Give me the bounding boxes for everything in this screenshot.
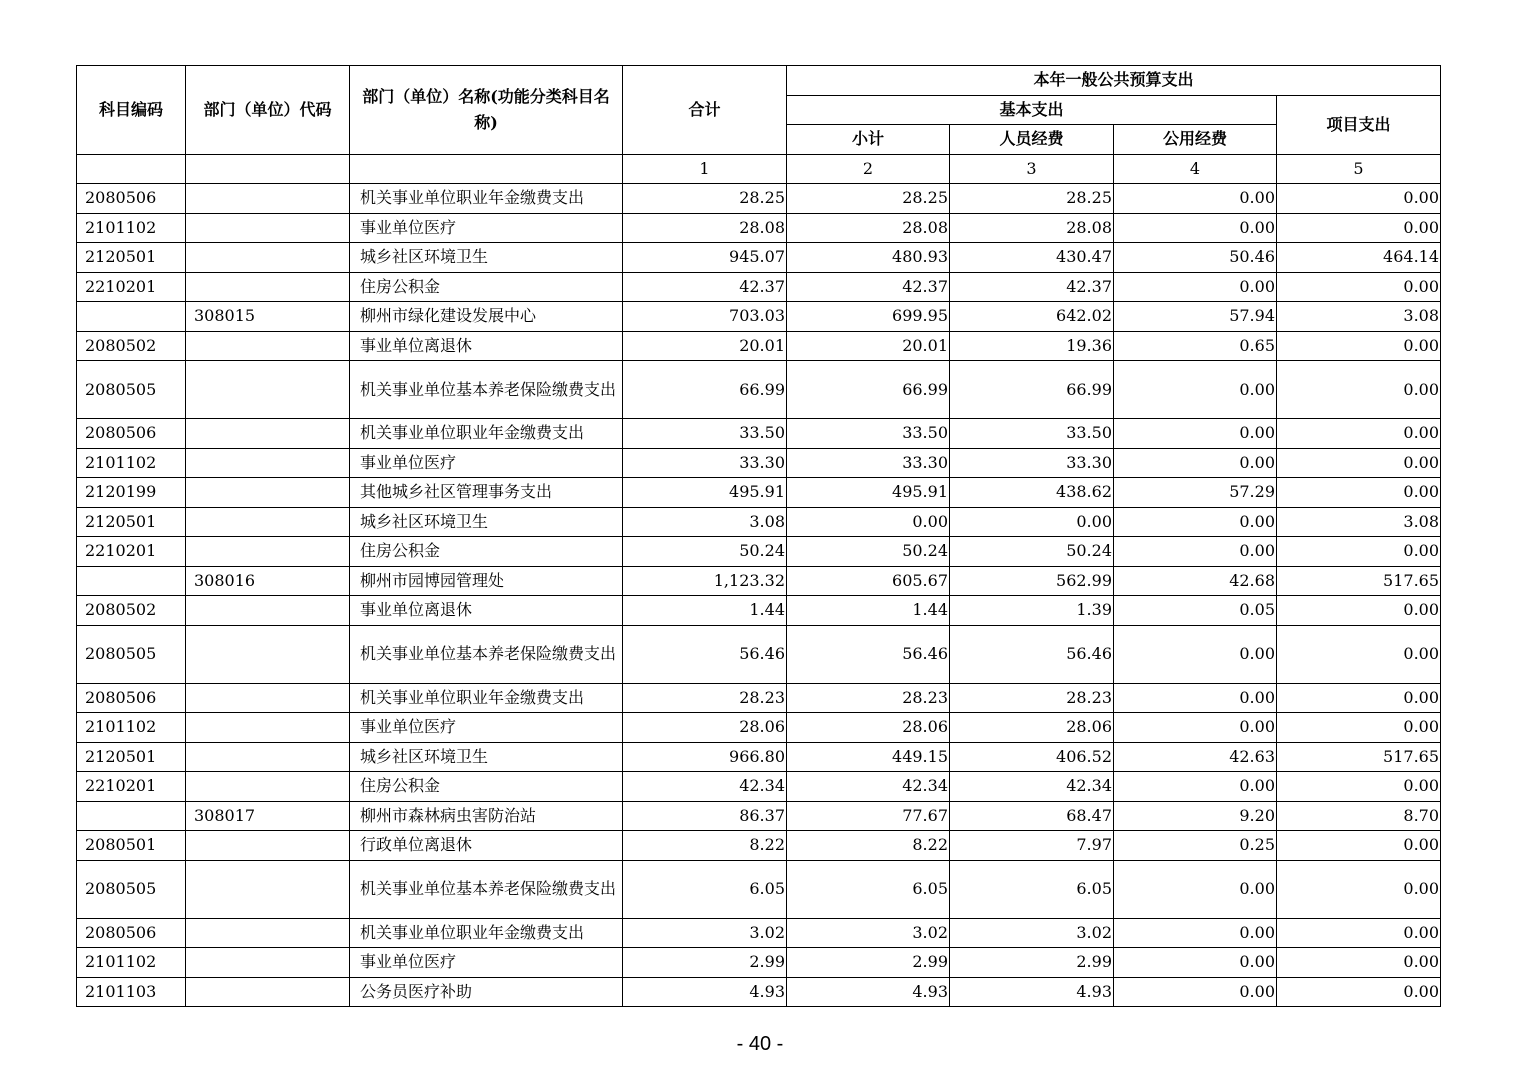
cell-total: 28.23 (623, 683, 787, 713)
cell-total: 3.02 (623, 918, 787, 948)
cell-subject-code (77, 302, 186, 332)
cell-subtotal: 50.24 (787, 537, 950, 567)
cell-dept-name: 机关事业单位职业年金缴费支出 (350, 918, 623, 948)
header-group-title: 本年一般公共预算支出 (787, 66, 1441, 96)
cell-dept-code (186, 742, 350, 772)
table-row (77, 184, 1441, 214)
cell-subject-code: 2080506 (77, 683, 186, 713)
cell-dept-code: 308016 (186, 566, 350, 596)
cell-subtotal: 28.25 (787, 184, 950, 214)
cell-subject-code (77, 801, 186, 831)
cell-personnel: 642.02 (950, 302, 1114, 332)
cell-total: 28.25 (623, 184, 787, 214)
cell-project: 0.00 (1277, 772, 1441, 802)
cell-dept-code (186, 860, 350, 918)
cell-dept-code (186, 213, 350, 243)
header-public: 公用经费 (1114, 125, 1277, 155)
header-dept-name: 部门（单位）名称(功能分类科目名称) (350, 66, 623, 155)
header-col-num: 5 (1277, 154, 1441, 184)
cell-dept-name: 事业单位医疗 (350, 713, 623, 743)
header-subtotal: 小计 (787, 125, 950, 155)
cell-total: 4.93 (623, 977, 787, 1007)
cell-dept-name: 住房公积金 (350, 537, 623, 567)
cell-public: 0.00 (1114, 213, 1277, 243)
cell-subject-code: 2080505 (77, 625, 186, 683)
cell-dept-name: 事业单位离退休 (350, 331, 623, 361)
table-row (77, 742, 1441, 772)
header-personnel: 人员经费 (950, 125, 1114, 155)
cell-subject-code: 2101102 (77, 713, 186, 743)
cell-project: 0.00 (1277, 184, 1441, 214)
cell-subject-code: 2101102 (77, 948, 186, 978)
cell-subject-code: 2120501 (77, 507, 186, 537)
cell-personnel: 28.08 (950, 213, 1114, 243)
cell-dept-code (186, 977, 350, 1007)
cell-dept-name: 机关事业单位职业年金缴费支出 (350, 419, 623, 449)
header-col-num: 2 (787, 154, 950, 184)
cell-subject-code: 2080506 (77, 184, 186, 214)
cell-subtotal: 66.99 (787, 361, 950, 419)
cell-project: 0.00 (1277, 361, 1441, 419)
cell-subject-code: 2120501 (77, 742, 186, 772)
cell-personnel: 33.50 (950, 419, 1114, 449)
cell-public: 0.00 (1114, 272, 1277, 302)
cell-dept-code (186, 596, 350, 626)
cell-project: 0.00 (1277, 478, 1441, 508)
cell-public: 0.00 (1114, 625, 1277, 683)
cell-public: 0.00 (1114, 860, 1277, 918)
cell-total: 703.03 (623, 302, 787, 332)
cell-public: 0.00 (1114, 683, 1277, 713)
cell-total: 50.24 (623, 537, 787, 567)
cell-total: 56.46 (623, 625, 787, 683)
cell-project: 0.00 (1277, 918, 1441, 948)
cell-personnel: 2.99 (950, 948, 1114, 978)
table-row (77, 537, 1441, 567)
header-col-num: 1 (623, 154, 787, 184)
cell-personnel: 438.62 (950, 478, 1114, 508)
cell-personnel: 0.00 (950, 507, 1114, 537)
header-blank (350, 154, 623, 184)
cell-public: 0.00 (1114, 184, 1277, 214)
cell-public: 0.25 (1114, 831, 1277, 861)
cell-subtotal: 33.30 (787, 448, 950, 478)
cell-public: 42.68 (1114, 566, 1277, 596)
cell-dept-code (186, 419, 350, 449)
table-row (77, 361, 1441, 419)
cell-dept-code (186, 713, 350, 743)
cell-personnel: 406.52 (950, 742, 1114, 772)
cell-personnel: 28.23 (950, 683, 1114, 713)
cell-dept-code (186, 507, 350, 537)
cell-subject-code: 2080502 (77, 596, 186, 626)
table-row (77, 302, 1441, 332)
cell-subtotal: 2.99 (787, 948, 950, 978)
cell-project: 0.00 (1277, 419, 1441, 449)
cell-total: 28.06 (623, 713, 787, 743)
cell-personnel: 562.99 (950, 566, 1114, 596)
cell-dept-name: 城乡社区环境卫生 (350, 742, 623, 772)
cell-personnel: 7.97 (950, 831, 1114, 861)
cell-public: 0.00 (1114, 977, 1277, 1007)
cell-project: 0.00 (1277, 596, 1441, 626)
cell-subject-code: 2101102 (77, 213, 186, 243)
cell-total: 966.80 (623, 742, 787, 772)
cell-project: 0.00 (1277, 331, 1441, 361)
cell-project: 0.00 (1277, 977, 1441, 1007)
cell-subtotal: 20.01 (787, 331, 950, 361)
table-row (77, 507, 1441, 537)
cell-dept-code (186, 272, 350, 302)
cell-subject-code: 2120199 (77, 478, 186, 508)
cell-subtotal: 77.67 (787, 801, 950, 831)
header-col-num: 3 (950, 154, 1114, 184)
cell-dept-name: 事业单位离退休 (350, 596, 623, 626)
cell-dept-code (186, 772, 350, 802)
cell-public: 0.00 (1114, 419, 1277, 449)
header-dept-code: 部门（单位）代码 (186, 66, 350, 155)
cell-subject-code: 2210201 (77, 537, 186, 567)
cell-personnel: 28.25 (950, 184, 1114, 214)
cell-dept-code (186, 361, 350, 419)
cell-personnel: 42.37 (950, 272, 1114, 302)
cell-personnel: 6.05 (950, 860, 1114, 918)
cell-total: 1,123.32 (623, 566, 787, 596)
cell-public: 9.20 (1114, 801, 1277, 831)
cell-subtotal: 449.15 (787, 742, 950, 772)
cell-subtotal: 8.22 (787, 831, 950, 861)
cell-dept-name: 城乡社区环境卫生 (350, 243, 623, 273)
cell-public: 0.00 (1114, 361, 1277, 419)
cell-total: 28.08 (623, 213, 787, 243)
cell-subject-code: 2101102 (77, 448, 186, 478)
cell-subtotal: 495.91 (787, 478, 950, 508)
cell-project: 0.00 (1277, 537, 1441, 567)
cell-subtotal: 56.46 (787, 625, 950, 683)
cell-total: 495.91 (623, 478, 787, 508)
cell-dept-name: 机关事业单位职业年金缴费支出 (350, 184, 623, 214)
table-row (77, 683, 1441, 713)
cell-subject-code: 2080505 (77, 361, 186, 419)
table-row (77, 272, 1441, 302)
cell-subtotal: 3.02 (787, 918, 950, 948)
table-row (77, 977, 1441, 1007)
cell-project: 464.14 (1277, 243, 1441, 273)
cell-public: 0.00 (1114, 507, 1277, 537)
header-total: 合计 (623, 66, 787, 155)
cell-subtotal: 699.95 (787, 302, 950, 332)
cell-total: 33.30 (623, 448, 787, 478)
cell-project: 0.00 (1277, 272, 1441, 302)
cell-subtotal: 42.34 (787, 772, 950, 802)
cell-dept-code (186, 948, 350, 978)
cell-subtotal: 28.08 (787, 213, 950, 243)
cell-personnel: 28.06 (950, 713, 1114, 743)
cell-dept-name: 住房公积金 (350, 772, 623, 802)
cell-dept-name: 柳州市绿化建设发展中心 (350, 302, 623, 332)
cell-dept-name: 机关事业单位基本养老保险缴费支出 (350, 860, 623, 918)
table-row (77, 831, 1441, 861)
cell-subject-code: 2120501 (77, 243, 186, 273)
cell-total: 2.99 (623, 948, 787, 978)
cell-public: 0.00 (1114, 713, 1277, 743)
cell-dept-name: 柳州市森林病虫害防治站 (350, 801, 623, 831)
cell-dept-code (186, 918, 350, 948)
cell-personnel: 430.47 (950, 243, 1114, 273)
cell-subject-code: 2080501 (77, 831, 186, 861)
cell-dept-name: 机关事业单位职业年金缴费支出 (350, 683, 623, 713)
cell-dept-code (186, 625, 350, 683)
table-row (77, 331, 1441, 361)
header-basic: 基本支出 (787, 95, 1277, 125)
cell-dept-name: 事业单位医疗 (350, 448, 623, 478)
cell-personnel: 50.24 (950, 537, 1114, 567)
cell-subtotal: 28.06 (787, 713, 950, 743)
cell-dept-code (186, 478, 350, 508)
cell-public: 0.05 (1114, 596, 1277, 626)
cell-total: 42.37 (623, 272, 787, 302)
cell-personnel: 33.30 (950, 448, 1114, 478)
cell-personnel: 42.34 (950, 772, 1114, 802)
header-blank (186, 154, 350, 184)
cell-public: 0.65 (1114, 331, 1277, 361)
table-row (77, 243, 1441, 273)
header-col-num: 4 (1114, 154, 1277, 184)
cell-total: 33.50 (623, 419, 787, 449)
cell-subject-code: 2101103 (77, 977, 186, 1007)
table-row (77, 566, 1441, 596)
cell-public: 0.00 (1114, 918, 1277, 948)
table-row (77, 625, 1441, 683)
cell-dept-name: 城乡社区环境卫生 (350, 507, 623, 537)
cell-subtotal: 33.50 (787, 419, 950, 449)
cell-project: 0.00 (1277, 831, 1441, 861)
cell-project: 0.00 (1277, 683, 1441, 713)
cell-dept-name: 事业单位医疗 (350, 948, 623, 978)
cell-dept-code: 308017 (186, 801, 350, 831)
cell-public: 42.63 (1114, 742, 1277, 772)
cell-public: 57.29 (1114, 478, 1277, 508)
cell-project: 0.00 (1277, 625, 1441, 683)
cell-project: 0.00 (1277, 213, 1441, 243)
table-row (77, 860, 1441, 918)
cell-public: 0.00 (1114, 948, 1277, 978)
table-row (77, 596, 1441, 626)
table-row (77, 801, 1441, 831)
table-row (77, 213, 1441, 243)
header-project: 项目支出 (1277, 95, 1441, 154)
cell-dept-name: 机关事业单位基本养老保险缴费支出 (350, 361, 623, 419)
cell-subject-code: 2210201 (77, 772, 186, 802)
cell-public: 0.00 (1114, 772, 1277, 802)
cell-project: 3.08 (1277, 507, 1441, 537)
table-row (77, 772, 1441, 802)
cell-project: 0.00 (1277, 713, 1441, 743)
cell-dept-code (186, 683, 350, 713)
cell-public: 0.00 (1114, 537, 1277, 567)
cell-subtotal: 480.93 (787, 243, 950, 273)
cell-subtotal: 0.00 (787, 507, 950, 537)
cell-project: 517.65 (1277, 742, 1441, 772)
cell-project: 3.08 (1277, 302, 1441, 332)
cell-personnel: 1.39 (950, 596, 1114, 626)
table-row (77, 419, 1441, 449)
cell-personnel: 19.36 (950, 331, 1114, 361)
cell-project: 0.00 (1277, 948, 1441, 978)
cell-total: 8.22 (623, 831, 787, 861)
cell-personnel: 68.47 (950, 801, 1114, 831)
table-row (77, 478, 1441, 508)
cell-dept-code (186, 243, 350, 273)
cell-dept-name: 其他城乡社区管理事务支出 (350, 478, 623, 508)
cell-total: 3.08 (623, 507, 787, 537)
cell-dept-code (186, 537, 350, 567)
cell-dept-name: 公务员医疗补助 (350, 977, 623, 1007)
header-subject-code: 科目编码 (77, 66, 186, 155)
cell-subject-code: 2080502 (77, 331, 186, 361)
cell-total: 42.34 (623, 772, 787, 802)
cell-personnel: 56.46 (950, 625, 1114, 683)
budget-expenditure-table (76, 65, 1441, 1007)
cell-public: 57.94 (1114, 302, 1277, 332)
table-header (77, 66, 1441, 184)
cell-subtotal: 28.23 (787, 683, 950, 713)
cell-dept-name: 住房公积金 (350, 272, 623, 302)
header-blank (77, 154, 186, 184)
cell-project: 8.70 (1277, 801, 1441, 831)
cell-dept-code (186, 184, 350, 214)
cell-subtotal: 42.37 (787, 272, 950, 302)
cell-total: 1.44 (623, 596, 787, 626)
cell-dept-name: 机关事业单位基本养老保险缴费支出 (350, 625, 623, 683)
cell-total: 6.05 (623, 860, 787, 918)
cell-dept-name: 柳州市园博园管理处 (350, 566, 623, 596)
cell-total: 20.01 (623, 331, 787, 361)
cell-subject-code: 2080506 (77, 918, 186, 948)
cell-subject-code: 2080506 (77, 419, 186, 449)
cell-subtotal: 6.05 (787, 860, 950, 918)
cell-public: 50.46 (1114, 243, 1277, 273)
cell-public: 0.00 (1114, 448, 1277, 478)
cell-personnel: 4.93 (950, 977, 1114, 1007)
cell-total: 66.99 (623, 361, 787, 419)
table-row (77, 918, 1441, 948)
cell-subject-code: 2210201 (77, 272, 186, 302)
table-row (77, 948, 1441, 978)
cell-dept-name: 行政单位离退休 (350, 831, 623, 861)
table-row (77, 713, 1441, 743)
table-body (77, 184, 1441, 1007)
cell-dept-code (186, 331, 350, 361)
cell-dept-code: 308015 (186, 302, 350, 332)
cell-dept-code (186, 831, 350, 861)
cell-subject-code: 2080505 (77, 860, 186, 918)
cell-subtotal: 4.93 (787, 977, 950, 1007)
cell-subtotal: 1.44 (787, 596, 950, 626)
cell-project: 0.00 (1277, 860, 1441, 918)
cell-dept-name: 事业单位医疗 (350, 213, 623, 243)
cell-total: 86.37 (623, 801, 787, 831)
cell-total: 945.07 (623, 243, 787, 273)
page-number: - 40 - (736, 1033, 784, 1055)
table-row (77, 448, 1441, 478)
cell-subject-code (77, 566, 186, 596)
cell-project: 0.00 (1277, 448, 1441, 478)
cell-subtotal: 605.67 (787, 566, 950, 596)
cell-dept-code (186, 448, 350, 478)
cell-personnel: 3.02 (950, 918, 1114, 948)
cell-project: 517.65 (1277, 566, 1441, 596)
cell-personnel: 66.99 (950, 361, 1114, 419)
